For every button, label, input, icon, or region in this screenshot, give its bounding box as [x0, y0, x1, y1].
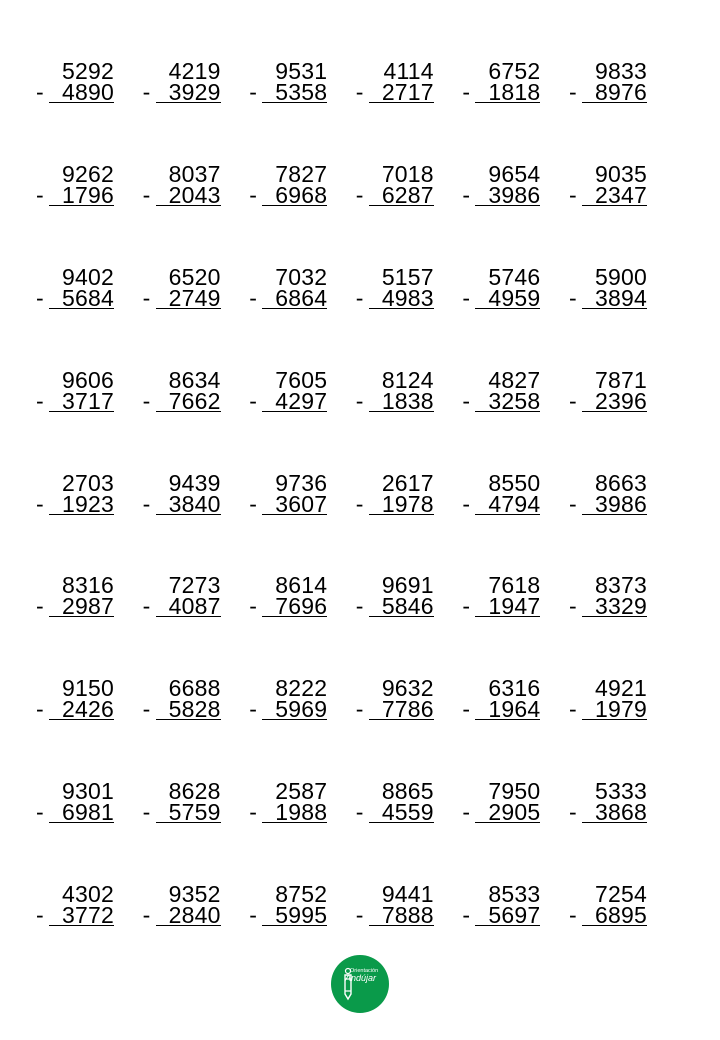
minus-sign: -	[355, 284, 364, 311]
subtraction-problem	[462, 572, 569, 675]
answer-line	[156, 822, 221, 823]
subtrahend: 2396	[595, 387, 647, 414]
subtrahend: 1979	[595, 696, 647, 723]
subtraction-problem	[143, 675, 250, 778]
minus-sign: -	[36, 284, 44, 311]
logo-title: Andújar	[345, 973, 377, 983]
subtrahend: 4297	[275, 387, 328, 414]
minus-sign: -	[462, 181, 471, 208]
answer-line	[49, 822, 114, 823]
subtraction-problem	[356, 367, 463, 470]
subtraction-problem	[249, 470, 356, 573]
answer-line	[156, 411, 221, 412]
minuend: 4302	[62, 881, 114, 908]
minus-sign: -	[462, 696, 471, 723]
minus-sign: -	[142, 593, 151, 620]
minus-sign: -	[142, 799, 151, 826]
minus-sign: -	[568, 79, 577, 105]
subtraction-problem	[143, 58, 250, 161]
minus-sign: -	[142, 284, 151, 311]
subtraction-problem	[356, 778, 463, 881]
subtraction-problem	[36, 367, 143, 470]
minus-sign: -	[355, 696, 364, 723]
answer-line	[262, 822, 327, 823]
subtrahend: 5358	[275, 79, 328, 105]
minus-sign: -	[462, 799, 471, 826]
subtrahend: 6864	[275, 284, 328, 311]
minus-sign: -	[355, 799, 364, 826]
minus-sign: -	[355, 387, 364, 414]
answer-line	[262, 308, 327, 309]
minus-sign: -	[36, 799, 44, 826]
subtraction-problem	[356, 58, 463, 161]
minuend: 7618	[488, 572, 541, 599]
answer-line	[262, 514, 327, 515]
minus-sign: -	[355, 593, 364, 620]
subtraction-problem	[462, 675, 569, 778]
subtrahend: 4890	[62, 79, 114, 105]
subtraction-problem	[569, 778, 676, 881]
subtraction-problem	[249, 264, 356, 367]
subtrahend: 3258	[488, 387, 541, 414]
minuend: 9301	[62, 778, 114, 805]
minus-sign: -	[568, 593, 577, 620]
minus-sign: -	[355, 902, 364, 929]
answer-line	[369, 411, 434, 412]
minuend: 9150	[62, 675, 114, 702]
subtrahend: 8976	[595, 79, 647, 105]
subtraction-problem	[36, 264, 143, 367]
minus-sign: -	[249, 799, 257, 826]
minuend: 7018	[381, 160, 434, 187]
minuend: 8037	[168, 160, 221, 187]
minuend: 8124	[381, 366, 434, 393]
subtraction-problem	[462, 470, 569, 573]
minuend: 9439	[168, 469, 221, 496]
minuend: 6688	[168, 675, 221, 702]
subtrahend: 1964	[488, 696, 541, 723]
answer-line	[262, 719, 327, 720]
answer-line	[49, 719, 114, 720]
subtraction-problem	[36, 778, 143, 881]
subtrahend: 5697	[488, 902, 541, 929]
minus-sign: -	[36, 79, 44, 105]
minuend: 8373	[595, 572, 647, 599]
subtrahend: 1796	[62, 181, 114, 208]
minus-sign: -	[142, 696, 151, 723]
subtrahend: 7662	[168, 387, 221, 414]
minus-sign: -	[462, 902, 471, 929]
answer-line	[49, 616, 114, 617]
subtraction-problem	[462, 161, 569, 264]
answer-line	[49, 205, 114, 206]
minuend: 8614	[275, 572, 328, 599]
subtrahend: 7888	[381, 902, 434, 929]
subtrahend: 3868	[595, 799, 647, 826]
subtrahend: 7696	[275, 593, 328, 620]
subtraction-problem	[569, 470, 676, 573]
subtraction-problem	[249, 675, 356, 778]
answer-line	[582, 925, 647, 926]
minus-sign: -	[568, 387, 577, 414]
orientacion-andujar-logo	[331, 955, 389, 1013]
answer-line	[49, 102, 114, 103]
subtrahend: 4794	[488, 490, 541, 517]
minuend: 7032	[275, 263, 328, 290]
subtraction-problem	[356, 161, 463, 264]
subtraction-problem	[249, 778, 356, 881]
minuend: 9441	[381, 881, 434, 908]
subtrahend: 3840	[168, 490, 221, 517]
subtrahend: 5759	[168, 799, 221, 826]
answer-line	[49, 411, 114, 412]
minuend: 8865	[381, 778, 434, 805]
minuend: 2587	[275, 778, 328, 805]
minus-sign: -	[355, 79, 364, 105]
logo-subtitle: Orientación	[350, 968, 379, 974]
answer-line	[475, 205, 540, 206]
minuend: 5292	[62, 58, 114, 84]
minuend: 6520	[168, 263, 221, 290]
minus-sign: -	[568, 799, 577, 826]
answer-line	[475, 719, 540, 720]
subtraction-problem	[143, 572, 250, 675]
subtrahend: 3329	[595, 593, 647, 620]
minus-sign: -	[249, 79, 257, 105]
minuend: 5157	[381, 263, 434, 290]
subtrahend: 3717	[62, 387, 114, 414]
minus-sign: -	[462, 593, 471, 620]
minuend: 6752	[488, 58, 541, 84]
subtraction-problem	[36, 675, 143, 778]
minuend: 9833	[595, 58, 647, 84]
minus-sign: -	[568, 284, 577, 311]
subtrahend: 3894	[595, 284, 647, 311]
subtrahend: 6895	[595, 902, 647, 929]
minus-sign: -	[249, 181, 257, 208]
subtrahend: 2347	[595, 181, 647, 208]
minuend: 9736	[275, 469, 328, 496]
answer-line	[475, 616, 540, 617]
minuend: 9352	[168, 881, 221, 908]
answer-line	[475, 308, 540, 309]
minuend: 4114	[383, 58, 434, 84]
subtrahend: 3986	[488, 181, 541, 208]
subtrahend: 6981	[62, 799, 114, 826]
subtraction-problem	[462, 58, 569, 161]
minuend: 9606	[62, 366, 114, 393]
subtraction-problem	[249, 367, 356, 470]
answer-line	[475, 822, 540, 823]
minus-sign: -	[568, 902, 577, 929]
answer-line	[582, 411, 647, 412]
minus-sign: -	[142, 902, 151, 929]
answer-line	[369, 205, 434, 206]
subtrahend: 1818	[488, 79, 541, 105]
subtraction-problem	[143, 264, 250, 367]
subtraction-problem	[36, 161, 143, 264]
subtrahend: 2426	[62, 696, 114, 723]
answer-line	[369, 308, 434, 309]
minus-sign: -	[249, 696, 257, 723]
minus-sign: -	[568, 181, 577, 208]
minuend: 8533	[488, 881, 541, 908]
subtraction-problem	[143, 778, 250, 881]
subtrahend: 3607	[275, 490, 328, 517]
subtrahend: 2717	[381, 79, 434, 105]
minuend: 9691	[381, 572, 434, 599]
minus-sign: -	[142, 387, 151, 414]
subtraction-problem	[462, 881, 569, 984]
subtraction-problem	[143, 367, 250, 470]
subtraction-problem	[569, 367, 676, 470]
minuend: 8663	[595, 469, 647, 496]
subtraction-problem	[249, 572, 356, 675]
minuend: 8550	[488, 469, 541, 496]
subtrahend: 5969	[275, 696, 328, 723]
minuend: 5333	[595, 778, 647, 805]
subtrahend: 4559	[381, 799, 434, 826]
minus-sign: -	[462, 387, 471, 414]
answer-line	[582, 719, 647, 720]
answer-line	[369, 925, 434, 926]
minuend: 4827	[488, 366, 541, 393]
subtraction-problem	[462, 367, 569, 470]
minuend: 8628	[168, 778, 221, 805]
minuend: 5746	[488, 263, 541, 290]
answer-line	[582, 102, 647, 103]
subtraction-problem	[249, 58, 356, 161]
minuend: 6316	[488, 675, 541, 702]
subtrahend: 3772	[62, 902, 114, 929]
answer-line	[156, 308, 221, 309]
minus-sign: -	[36, 902, 44, 929]
minuend: 2703	[62, 469, 114, 496]
minuend: 7605	[275, 366, 328, 393]
subtraction-problem	[356, 470, 463, 573]
subtraction-problem	[36, 572, 143, 675]
subtrahend: 4087	[168, 593, 221, 620]
minus-sign: -	[249, 284, 257, 311]
subtraction-problem	[356, 675, 463, 778]
subtrahend: 2987	[62, 593, 114, 620]
minuend: 8222	[275, 675, 328, 702]
answer-line	[582, 822, 647, 823]
subtrahend: 3986	[595, 490, 647, 517]
subtraction-problem	[36, 58, 143, 161]
minus-sign: -	[355, 181, 364, 208]
answer-line	[369, 719, 434, 720]
answer-line	[369, 102, 434, 103]
minus-sign: -	[462, 490, 471, 517]
subtraction-problem	[569, 675, 676, 778]
minus-sign: -	[36, 696, 44, 723]
answer-line	[156, 205, 221, 206]
minus-sign: -	[142, 490, 151, 517]
minus-sign: -	[36, 181, 44, 208]
answer-line	[475, 514, 540, 515]
minus-sign: -	[249, 387, 257, 414]
subtrahend: 5828	[168, 696, 221, 723]
subtraction-problem	[569, 264, 676, 367]
subtraction-problem	[462, 778, 569, 881]
minuend: 8634	[168, 366, 221, 393]
minuend: 8752	[275, 881, 328, 908]
subtraction-problem	[569, 572, 676, 675]
subtraction-problem	[462, 264, 569, 367]
minus-sign: -	[249, 490, 257, 517]
answer-line	[369, 616, 434, 617]
answer-line	[475, 411, 540, 412]
answer-line	[582, 616, 647, 617]
minuend: 9402	[62, 263, 114, 290]
subtrahend: 1947	[488, 593, 541, 620]
subtraction-problem	[569, 58, 676, 161]
subtraction-problem	[36, 881, 143, 984]
minus-sign: -	[36, 490, 44, 517]
minuend: 7950	[488, 778, 541, 805]
subtrahend: 3929	[168, 79, 221, 105]
subtrahend: 2840	[168, 902, 221, 929]
subtrahend: 1978	[381, 490, 434, 517]
subtrahend: 1923	[62, 490, 114, 517]
subtraction-problem	[143, 881, 250, 984]
minus-sign: -	[249, 902, 257, 929]
minuend: 9632	[381, 675, 434, 702]
minuend: 7871	[595, 366, 647, 393]
answer-line	[582, 205, 647, 206]
subtraction-problem	[36, 470, 143, 573]
subtraction-problem	[249, 161, 356, 264]
subtraction-problem	[356, 572, 463, 675]
minus-sign: -	[36, 387, 44, 414]
answer-line	[262, 925, 327, 926]
minuend: 9531	[275, 58, 328, 84]
minuend: 7273	[168, 572, 221, 599]
minus-sign: -	[142, 79, 151, 105]
answer-line	[49, 308, 114, 309]
answer-line	[262, 205, 327, 206]
minus-sign: -	[249, 593, 257, 620]
minus-sign: -	[568, 696, 577, 723]
answer-line	[262, 616, 327, 617]
subtraction-problem	[143, 161, 250, 264]
answer-line	[156, 925, 221, 926]
minus-sign: -	[462, 284, 471, 311]
answer-line	[262, 411, 327, 412]
minuend: 9654	[488, 160, 541, 187]
answer-line	[49, 925, 114, 926]
answer-line	[156, 514, 221, 515]
minuend: 9035	[595, 160, 647, 187]
subtraction-problem	[356, 264, 463, 367]
answer-line	[369, 514, 434, 515]
minuend: 9262	[62, 160, 114, 187]
subtrahend: 4959	[488, 284, 541, 311]
minuend: 7254	[595, 881, 647, 908]
minuend: 4219	[168, 58, 221, 84]
answer-line	[475, 102, 540, 103]
minuend: 8316	[62, 572, 114, 599]
subtrahend: 1838	[381, 387, 434, 414]
answer-line	[262, 102, 327, 103]
subtrahend: 2043	[168, 181, 221, 208]
subtrahend: 2905	[488, 799, 541, 826]
subtrahend: 6968	[275, 181, 328, 208]
subtrahend: 7786	[381, 696, 434, 723]
subtrahend: 2749	[168, 284, 221, 311]
minuend: 2617	[381, 469, 434, 496]
minuend: 7827	[275, 160, 328, 187]
subtrahend: 5995	[275, 902, 328, 929]
subtraction-problem	[143, 470, 250, 573]
subtraction-problem	[569, 161, 676, 264]
answer-line	[582, 514, 647, 515]
problem-grid	[36, 58, 676, 984]
answer-line	[369, 822, 434, 823]
answer-line	[582, 308, 647, 309]
subtrahend: 5684	[62, 284, 114, 311]
subtrahend: 4983	[381, 284, 434, 311]
answer-line	[49, 514, 114, 515]
minus-sign: -	[355, 490, 364, 517]
minuend: 4921	[595, 675, 647, 702]
answer-line	[475, 925, 540, 926]
minus-sign: -	[142, 181, 151, 208]
subtraction-problem	[569, 881, 676, 984]
minus-sign: -	[568, 490, 577, 517]
subtrahend: 6287	[381, 181, 434, 208]
subtrahend: 1988	[275, 799, 328, 826]
answer-line	[156, 616, 221, 617]
answer-line	[156, 102, 221, 103]
minuend: 5900	[595, 263, 647, 290]
minus-sign: -	[462, 79, 471, 105]
minus-sign: -	[36, 593, 44, 620]
subtrahend: 5846	[381, 593, 434, 620]
answer-line	[156, 719, 221, 720]
